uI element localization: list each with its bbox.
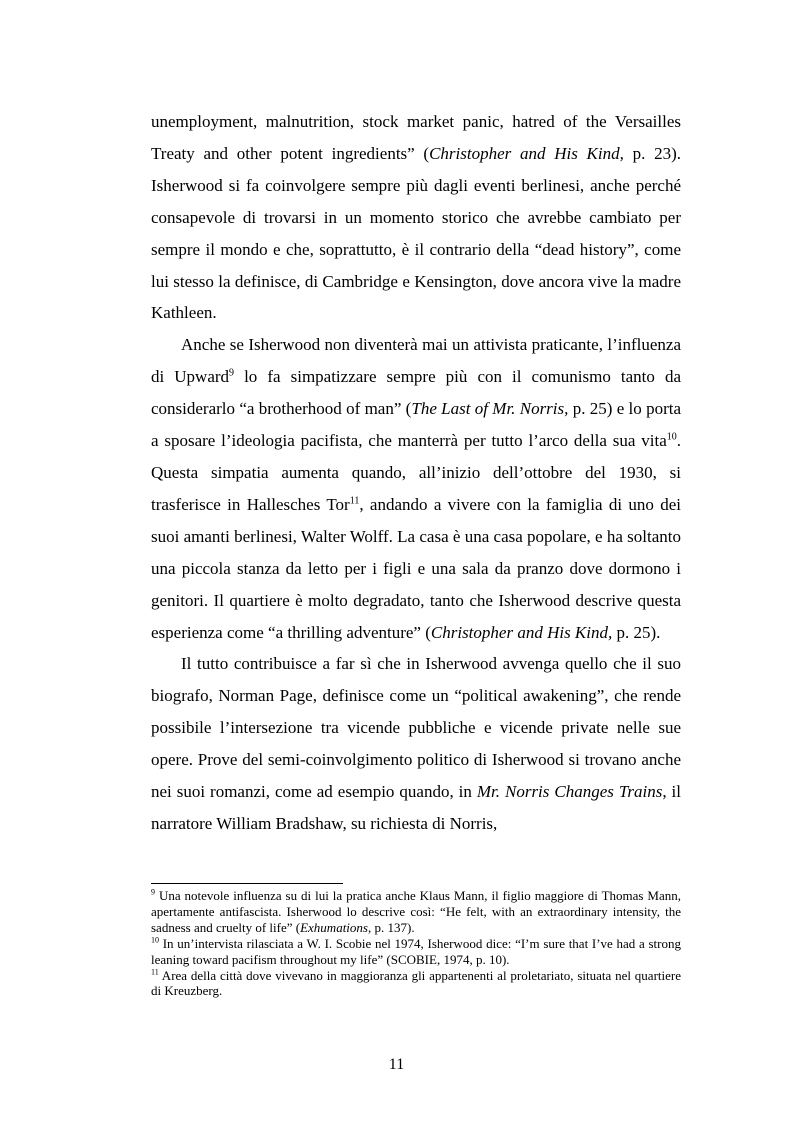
footnote-11	[151, 968, 681, 1000]
footnote-number: 9	[151, 887, 155, 897]
paragraph-text: p. 25).	[612, 622, 661, 642]
footnote-9	[151, 888, 681, 936]
footnote-10	[151, 936, 681, 968]
footnote-separator	[151, 883, 343, 884]
book-title: Christopher and His Kind,	[430, 622, 613, 642]
footnote-number: 10	[151, 935, 159, 945]
footnote-text: In un’intervista rilasciata a W. I. Scobie nel 1974, Isherwood dice: “I’m sure that I’ve had a strong leaning toward pacifism throughout my life” (SCOBIE, 1974, p. 10).	[151, 935, 681, 967]
paragraph-text: p. 25) e lo porta a sposare l’ideologia pacifista, che manterrà per tutto l’arco della sua vita	[151, 399, 682, 451]
paragraph-text: Il tutto contribuisce a far sì che in Isherwood avvenga quello che il suo biografo, Norman Page, definisce come un “political awakening”, che rende possibile l’intersezione tra vicende pubbliche e vicende private nelle sue opere. Prove del semi-coinvolgimento politico di Isherwood si trovano anche nei suoi romanzi, come ad esempio quando, in	[151, 654, 681, 802]
footnote-text: Una notevole influenza su di lui la pratica anche Klaus Mann, il figlio maggiore di Thomas Mann, apertamente antifascista. Isherwood lo descrive così: “He felt, with an extraordinary intensity, the sadness and cruelty of life” (	[151, 888, 681, 935]
footnote-ref-9[interactable]: 9	[229, 367, 235, 379]
book-title: Christopher and His Kind,	[429, 143, 624, 163]
paragraph-text: , il narratore William Bradshaw, su richiesta di Norris,	[151, 782, 681, 833]
book-title: Exhumations	[300, 919, 368, 935]
paragraph-2	[151, 329, 681, 648]
book-title: Mr. Norris Changes Trains	[476, 782, 663, 802]
footnote-ref-11[interactable]: 11	[349, 495, 360, 507]
paragraph-text: unemployment, malnutrition, stock market panic, hatred of the Versailles Treaty and other potent ingredients” (	[151, 112, 681, 163]
paragraph-text: p. 23). Isherwood si fa coinvolgere sempre più dagli eventi berlinesi, anche perché consapevole di trovarsi in un momento storico che avrebbe cambiato per sempre il mondo e che, soprattutto, è il contrario della “dead history”, come lui stesso la definisce, di Cambridge e Kensington, dove ancora vive la madre Kathleen.	[151, 143, 681, 323]
footnote-ref-10[interactable]: 10	[666, 431, 677, 443]
paragraph-3	[151, 648, 681, 839]
paragraph-1	[151, 106, 681, 329]
footnote-text: , p. 137).	[367, 919, 415, 935]
paragraph-text: , andando a vivere con la famiglia di uno dei suoi amanti berlinesi, Walter Wolff. La casa è una casa popolare, e ha soltanto una piccola stanza da letto per i figli e una sala da pranzo dove dormono i genitori. Il quartiere è molto degradato, tanto che Isherwood descrive questa esperienza come “a thrilling adventure” (	[151, 494, 681, 642]
paragraph-text: . Questa simpatia aumenta quando, all’inizio dell’ottobre del 1930, si trasferisce in Hallesches Tor	[151, 431, 681, 514]
footnote-number: 11	[151, 967, 159, 977]
paragraph-text: Anche se Isherwood non diventerà mai un attivista praticante, l’influenza di Upward	[151, 335, 681, 387]
footnotes	[151, 888, 681, 999]
page-number: 11	[388, 1056, 405, 1073]
footnote-text: Area della città dove vivevano in maggioranza gli appartenenti al proletariato, situata nel quartiere di Kreuzberg.	[151, 967, 681, 999]
body-text	[151, 106, 681, 840]
book-title: The Last of Mr. Norris,	[411, 399, 569, 419]
paragraph-text: lo fa simpatizzare sempre più con il comunismo tanto da considerarlo “a brotherhood of man” (	[151, 367, 681, 419]
